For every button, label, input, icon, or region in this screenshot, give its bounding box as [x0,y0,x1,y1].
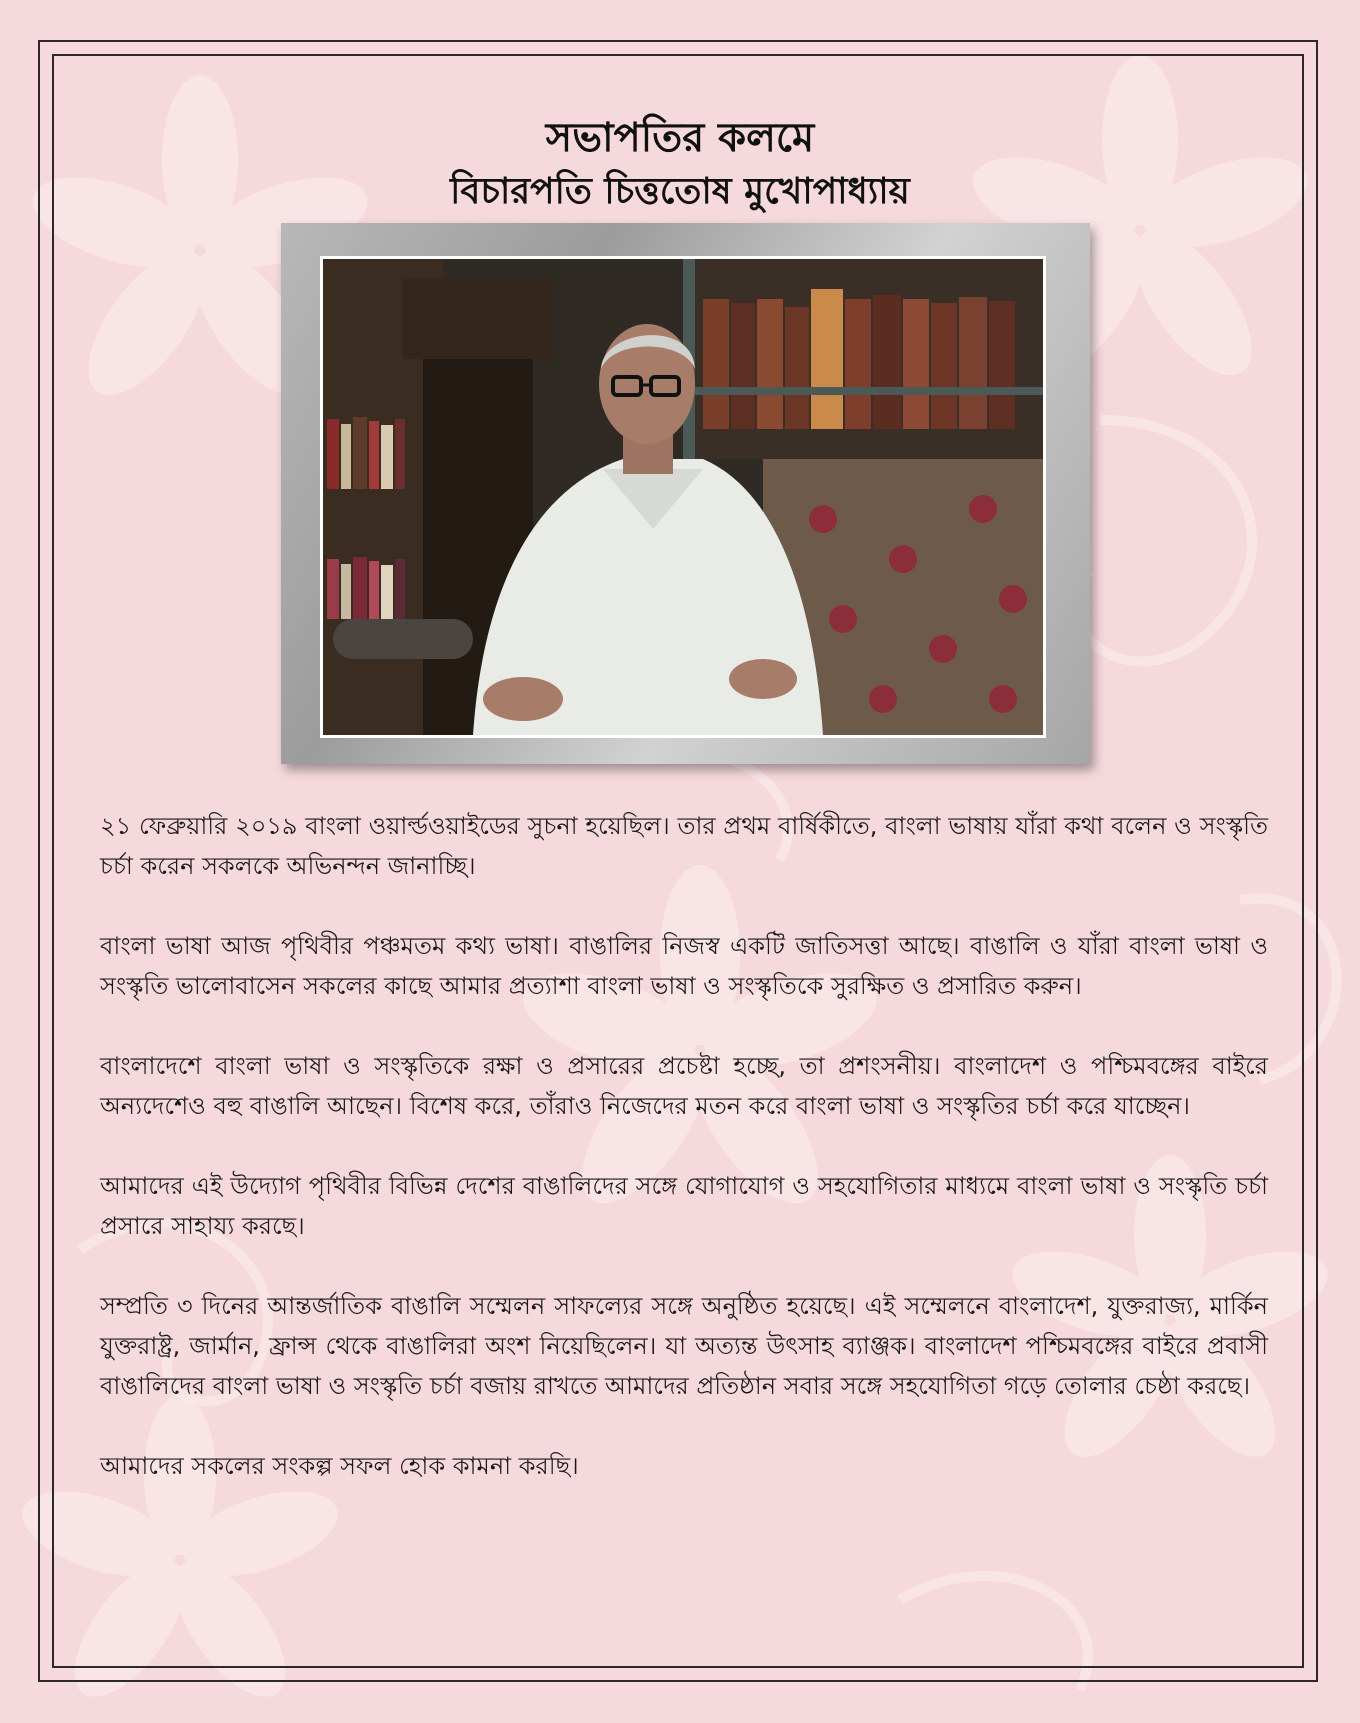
author-name: বিচারপতি চিত্ততোষ মুখোপাধ্যায় [450,171,910,212]
letter-body [100,806,1268,1526]
paragraph: আমাদের সকলের সংকল্প সফল হোক কামনা করছি। [100,1452,579,1480]
paragraph: ২১ ফেব্রুয়ারি ২০১৯ বাংলা ওয়ার্ল্ডওয়াইডের সুচনা হয়েছিল। তার প্রথম বার্ষিকীতে, বাংলা ভাষায় যাঁরা কথা বলেন ও সংস্কৃতি চর্চা করেন সকলকে অভিনন্দন জানাচ্ছি। [100,812,1268,880]
paragraph: সম্প্রতি ৩ দিনের আন্তর্জাতিক বাঙালি সম্মেলন সাফল্যের সঙ্গে অনুষ্ঠিত হয়েছে। এই সম্মেলনে বাংলাদেশ, যুক্তরাজ্য, মার্কিন যুক্তরাষ্ট্র, জার্মান, ফ্রান্স থেকে বাঙালিরা অংশ নিয়েছিলেন। যা অত্যন্ত উৎসাহ ব্যাঞ্জক। বাংলাদেশ পশ্চিমবঙ্গের বাইরে প্রবাসী বাঙালিদের বাংলা ভাষা ও সংস্কৃতি চর্চা বজায় রাখতে আমাদের প্রতিষ্ঠান সবার সঙ্গে সহযোগিতা গড়ে তোলার চেষ্ঠা করছে। [100,1292,1268,1400]
portrait-photo [320,256,1046,738]
paragraph: আমাদের এই উদ্যোগ পৃথিবীর বিভিন্ন দেশের বাঙালিদের সঙ্গে যোগাযোগ ও সহযোগিতার মাধ্যমে বাংলা ভাষা ও সংস্কৃতি চর্চা প্রসারে সাহায্য করছে। [100,1172,1268,1240]
paragraph: বাংলাদেশে বাংলা ভাষা ও সংস্কৃতিকে রক্ষা ও প্রসারের প্রচেষ্টা হচ্ছে, তা প্রশংসনীয়। বাংলাদেশ ও পশ্চিমবঙ্গের বাইরে অন্যদেশেও বহু বাঙালি আছেন। বিশেষ করে, তাঁরাও নিজেদের মতন করে বাংলা ভাষা ও সংস্কৃতির চর্চা করে যাচ্ছেন। [100,1052,1268,1120]
paragraph: বাংলা ভাষা আজ পৃথিবীর পঞ্চমতম কথ্য ভাষা। বাঙালির নিজস্ব একটি জাতিসত্তা আছে। বাঙালি ও যাঁরা বাংলা ভাষা ও সংস্কৃতি ভালোবাসেন সকলের কাছে আমার প্রত্যাশা বাংলা ভাষা ও সংস্কৃতিকে সুরক্ষিত ও প্রসারিত করুন। [100,932,1268,1000]
page-title: সভাপতির কলমে [545,115,815,161]
